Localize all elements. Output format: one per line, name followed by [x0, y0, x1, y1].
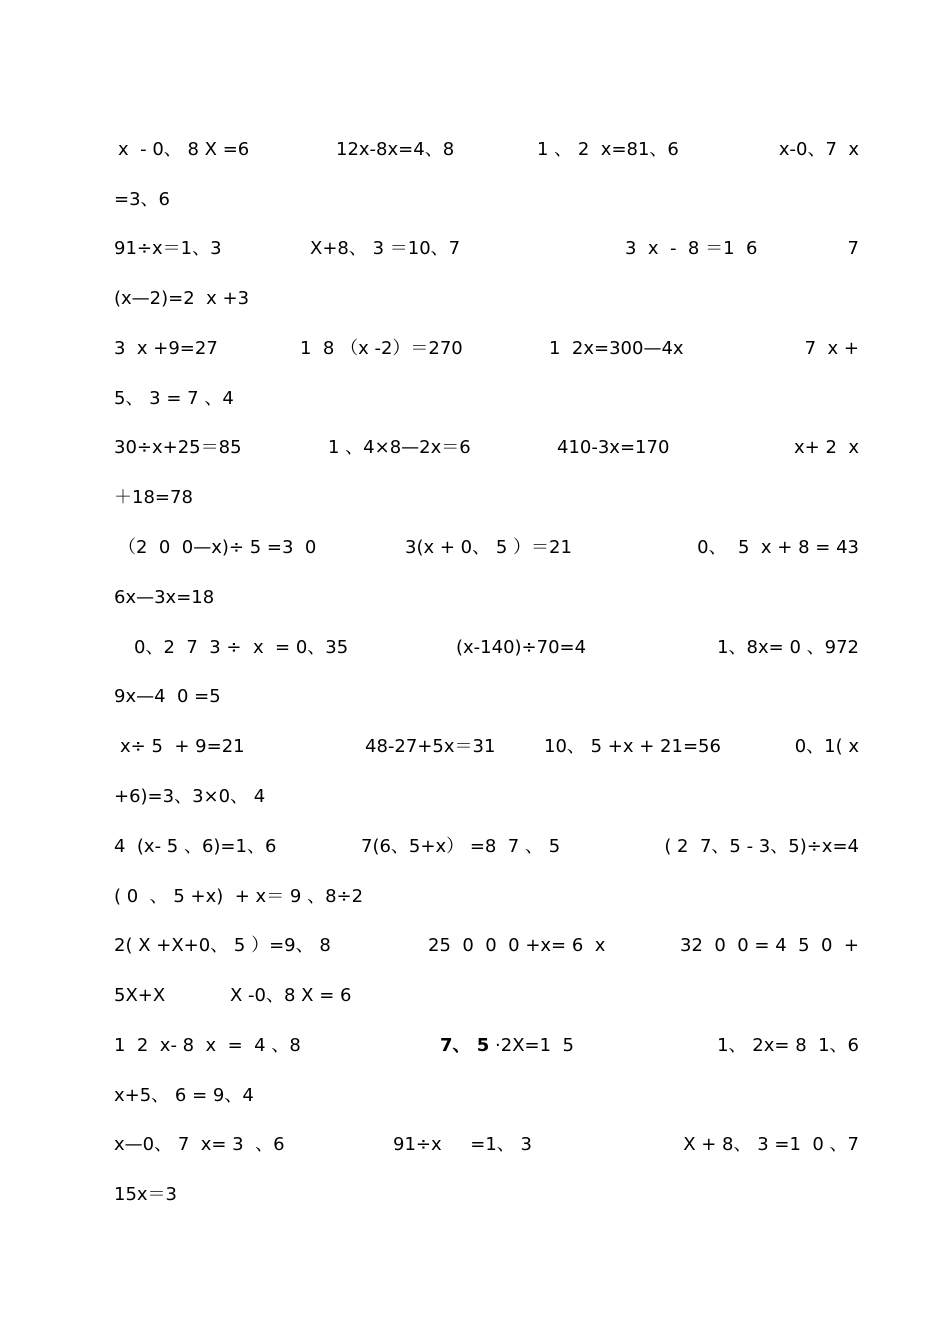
- line-6: [114, 386, 859, 412]
- equation: X + 8、 3 =1 0 、7: [683, 1134, 859, 1155]
- equation: 3 x +9=27: [114, 338, 218, 359]
- equation: x+5、 6 = 9、4: [114, 1085, 254, 1106]
- line-21: [114, 1132, 859, 1158]
- line-20: [114, 1083, 859, 1109]
- equation: 1 2x=300—4x: [549, 338, 684, 359]
- equation: 7(6、5+x） =8 7 、 5: [361, 836, 561, 857]
- line-17: [114, 933, 859, 959]
- equation: x—0、 7 x= 3 、6: [114, 1134, 285, 1155]
- equation: 25 0 0 0 +x= 6 x: [428, 935, 606, 956]
- equation: ( 2 7、5 - 3、5)÷x=4: [664, 836, 859, 857]
- equation: 9x—4 0 =5: [114, 686, 221, 707]
- equation: 410-3x=170: [557, 437, 670, 458]
- equation: 0、1( x: [794, 736, 859, 757]
- line-22: [114, 1182, 859, 1208]
- line-1: [114, 137, 859, 163]
- equation: 32 0 0 = 4 5 0 +: [680, 935, 859, 956]
- line-4: [114, 286, 859, 312]
- line-16: [114, 884, 859, 910]
- equation: （2 0 0—x)÷ 5 =3 0: [118, 537, 317, 558]
- equation: 91÷x＝1、3: [114, 238, 222, 259]
- equation: x-0、7 x: [778, 139, 859, 160]
- equation: 1、 2x= 8 1、6: [717, 1035, 859, 1056]
- equation: ( 0 、 5 +x) + x＝ 9 、8÷2: [114, 886, 364, 907]
- line-18: [114, 983, 859, 1009]
- line-5: [114, 336, 859, 362]
- equation-bold-part: 7、 5: [440, 1035, 490, 1056]
- line-13: [114, 734, 859, 760]
- equation: 0、2 7 3 ÷ x = 0、35: [134, 637, 349, 658]
- equation: 10、 5 +x + 21=56: [544, 736, 721, 757]
- line-11: [114, 635, 859, 661]
- equation: 1、8x= 0 、972: [717, 637, 859, 658]
- equation: 5、 3 = 7 、4: [114, 388, 234, 409]
- equation: 7 x +: [804, 338, 859, 359]
- equation: 12x-8x=4、8: [336, 139, 455, 160]
- equation: 91÷x =1、 3: [393, 1134, 532, 1155]
- line-3: [114, 236, 859, 262]
- line-10: [114, 585, 859, 611]
- equation: (x-140)÷70=4: [456, 637, 587, 658]
- equation: +6)=3、3×0、 4: [114, 786, 266, 807]
- equation: 1 2 x- 8 x = 4 、8: [114, 1035, 301, 1056]
- equation-rest: ·2X=1 5: [489, 1035, 574, 1056]
- equation: [440, 1033, 574, 1059]
- line-2: [114, 187, 859, 213]
- equation: x - 0、 8 X =6: [118, 139, 250, 160]
- line-12: [114, 684, 859, 710]
- equation: 1 、 2 x=81、6: [537, 139, 679, 160]
- equation: =3、6: [114, 189, 170, 210]
- equation: (x—2)=2 x +3: [114, 288, 250, 309]
- line-14: [114, 784, 859, 810]
- equation: 2( X +X+0、 5 ）=9、 8: [114, 935, 331, 956]
- equation: X+8、 3 ＝10、7: [310, 238, 461, 259]
- equation: ＋18=78: [114, 487, 193, 508]
- equation: 6x—3x=18: [114, 587, 215, 608]
- line-15: [114, 834, 859, 860]
- equation: 5X+X: [114, 985, 166, 1006]
- equation: 30÷x+25＝85: [114, 437, 242, 458]
- line-7: [114, 435, 859, 461]
- line-8: [114, 485, 859, 511]
- equation: 1 、4×8—2x＝6: [328, 437, 471, 458]
- equation: 48-27+5x＝31: [365, 736, 496, 757]
- equation: 3 x - 8 ＝1 6: [625, 238, 758, 259]
- equation: 1 8 （x -2）＝270: [300, 338, 463, 359]
- equation: x÷ 5 + 9=21: [120, 736, 245, 757]
- line-9: [114, 535, 859, 561]
- equation: 0、 5 x + 8 = 43: [697, 537, 859, 558]
- equation: X -0、8 X = 6: [230, 985, 352, 1006]
- equation: 15x＝3: [114, 1184, 178, 1205]
- line-19: [114, 1033, 859, 1059]
- equation: 4 (x- 5 、6)=1、6: [114, 836, 277, 857]
- equation: 3(x + 0、 5 ）＝21: [405, 537, 572, 558]
- equation: x+ 2 x: [793, 437, 859, 458]
- equation: 7: [847, 238, 859, 259]
